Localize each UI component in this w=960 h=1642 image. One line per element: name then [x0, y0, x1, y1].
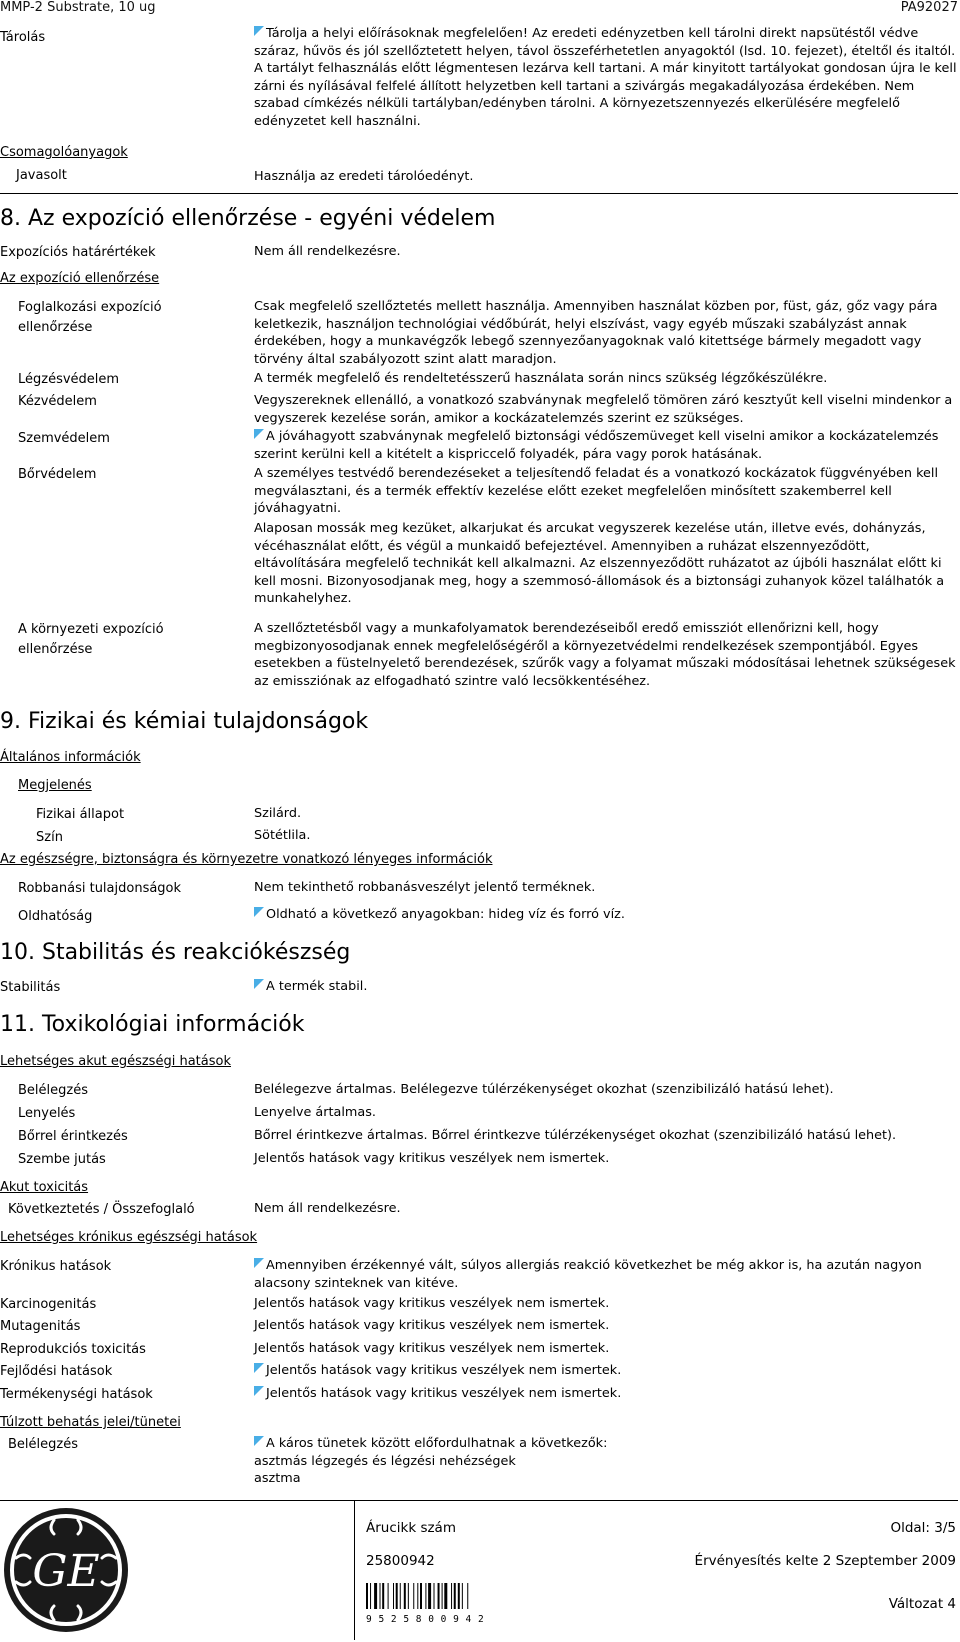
- important-info-label: Az egészségre, biztonságra és környezetre vonatkozó lényeges információk: [0, 852, 493, 867]
- validation-date: Érvényesítés kelte 2 Szeptember 2009: [694, 1553, 956, 1569]
- symptom-line: asztmás légzegés és légzési nehézségek: [254, 1453, 516, 1469]
- barcode-bar: [442, 1583, 443, 1609]
- explosive-label: Robbanási tulajdonságok: [18, 881, 182, 896]
- revision-marker-icon: [254, 1363, 264, 1373]
- hand-label: Kézvédelem: [18, 394, 97, 409]
- color-label: Szín: [36, 830, 63, 845]
- section-10-title: 10. Stabilitás és reakciókészség: [0, 940, 351, 965]
- eye-contact-value: Jelentős hatások vagy kritikus veszélyek nem ismertek.: [254, 1151, 610, 1166]
- conclusion-value: Nem áll rendelkezésre.: [254, 1201, 401, 1216]
- exposure-control-label: Az expozíció ellenőrzése: [0, 271, 160, 286]
- barcode-bar: [454, 1583, 456, 1609]
- appearance-label: Megjelenés: [18, 778, 92, 793]
- revision-marker-icon: [254, 429, 264, 439]
- mutagenicity-value: Jelentős hatások vagy kritikus veszélyek nem ismertek.: [254, 1318, 610, 1333]
- physical-state-label: Fizikai állapot: [36, 807, 125, 822]
- revision-marker-icon: [254, 26, 264, 36]
- env-exposure-label: A környezeti expozíció ellenőrzése: [18, 622, 164, 657]
- stability-label: Stabilitás: [0, 980, 61, 995]
- occupational-text: Csak megfelelő szellőztetés mellett használja. Amennyiben használat közben por, füst, gáz, gőz vagy pára keletkezik, használjon technológiai védőbúrát, helyi elszívást, vagy egyéb műszaki szabályzást annak érdekében, hogy a munkavégzők lebegő szennyezőanyagoknak való kitettsége bármely megadott vagy törvény által szabályozott szint alatt maradjon.: [254, 299, 938, 367]
- item-number-value: 25800942: [366, 1553, 435, 1569]
- eye-label: Szemvédelem: [18, 431, 110, 446]
- skin-contact-label: Bőrrel érintkezés: [18, 1129, 128, 1144]
- barcode-bar: [366, 1583, 368, 1609]
- fertility-label: Termékenységi hatások: [0, 1387, 153, 1402]
- barcode-bar: [451, 1583, 452, 1609]
- solubility-label: Oldhatóság: [18, 909, 93, 924]
- barcode-icon: [366, 1583, 496, 1609]
- barcode-bar: [396, 1583, 398, 1609]
- section-divider: [0, 193, 958, 194]
- barcode-bar: [400, 1583, 401, 1609]
- developmental-value: Jelentős hatások vagy kritikus veszélyek nem ismertek.: [254, 1362, 959, 1380]
- recommended-text: Használja az eredeti tárolóedényt.: [254, 169, 474, 184]
- fertility-value: Jelentős hatások vagy kritikus veszélyek nem ismertek.: [254, 1385, 959, 1403]
- reproductive-value: Jelentős hatások vagy kritikus veszélyek nem ismertek.: [254, 1341, 610, 1356]
- overexposure-inhalation-label: Belélegzés: [8, 1437, 78, 1452]
- storage-label: Tárolás: [0, 30, 46, 45]
- section-9-title: 9. Fizikai és kémiai tulajdonságok: [0, 709, 369, 734]
- stability-value: A termék stabil.: [254, 978, 959, 996]
- carcinogenicity-label: Karcinogenitás: [0, 1297, 97, 1312]
- barcode: [366, 1583, 496, 1625]
- overexposure-symptoms: [254, 1435, 959, 1488]
- chronic-effects-label: Krónikus hatások: [0, 1259, 112, 1274]
- barcode-bar: [420, 1583, 422, 1609]
- svg-text:GE: GE: [32, 1546, 100, 1597]
- section-8-title: 8. Az expozíció ellenőrzése - egyéni védelem: [0, 206, 496, 231]
- skin-text-1: A személyes testvédő berendezéseket a teljesítendő feladat és a vonatkozó kockázatok függvényében kell megválasztani, és a termék effektív kezelése előtt ezeket megfelelően minősített szakemberrel kell jóváhagyatni.: [254, 466, 939, 517]
- revision-marker-icon: [254, 979, 264, 989]
- page-number: Oldal: 3/5: [890, 1520, 956, 1536]
- mutagenicity-label: Mutagenitás: [0, 1319, 81, 1334]
- barcode-bar: [413, 1583, 414, 1609]
- barcode-bar: [444, 1583, 447, 1609]
- chronic-effects-value: Amennyiben érzékennyé vált, súlyos allergiás reakció következhet be még akkor is, ha azután nagyon alacsony szinteknek van kitéve.: [254, 1258, 922, 1291]
- eye-text: A jóváhagyott szabványnak megfelelő biztonsági védőszemüveget kell viselni amikor a kockázatelemzés szerint kerülni kell a kitételt a kispriccelő folyadék, pára vagy porok hatásának.: [254, 429, 939, 462]
- explosive-value: Nem tekinthető robbanásveszélyt jelentő terméknek.: [254, 880, 596, 895]
- carcinogenicity-value: Jelentős hatások vagy kritikus veszélyek nem ismertek.: [254, 1296, 610, 1311]
- document-title: MMP-2 Substrate, 10 ug: [0, 0, 156, 15]
- section-11-title: 11. Toxikológiai információk: [0, 1012, 305, 1037]
- item-number-label: Árucikk szám: [366, 1520, 456, 1536]
- solubility-value: Oldható a következő anyagokban: hideg víz és forró víz.: [254, 906, 959, 924]
- color-value: Sötétlila.: [254, 828, 311, 843]
- barcode-bar: [404, 1583, 406, 1609]
- developmental-label: Fejlődési hatások: [0, 1364, 113, 1379]
- reproductive-label: Reprodukciós toxicitás: [0, 1342, 146, 1357]
- barcode-bar: [374, 1583, 377, 1609]
- skin-text-2: Alaposan mossák meg kezüket, alkarjukat és arcukat vegyszerek kezelése után, illetve evés, dohányzás, vécéhasználat előtt, és végül a munkaidő befejeztével. Amennyiben a ruházat elszennyeződött, eltávolítására megfelelő technikát kell alkalmazni. Az elszennyeződött ruházatot az újbóli használat előtt ki kell mosni. Bizonyosodjanak meg, hogy a szemmosó-állomások és a biztonsági zuhanyok közel találhatók a munkahelyhez.: [254, 521, 945, 607]
- revision-marker-icon: [254, 907, 264, 917]
- respiratory-label: Légzésvédelem: [18, 372, 120, 387]
- ingestion-label: Lenyelés: [18, 1106, 76, 1121]
- barcode-bar: [425, 1583, 426, 1609]
- barcode-bar: [393, 1583, 394, 1609]
- inhalation-label: Belélegzés: [18, 1083, 88, 1098]
- symptom-line: asztma: [254, 1471, 301, 1487]
- barcode-digits: 9 5 2 5 8 0 0 9 4 2: [366, 1614, 485, 1625]
- barcode-bar: [467, 1583, 468, 1609]
- barcode-bar: [434, 1583, 435, 1609]
- barcode-bar: [370, 1583, 371, 1609]
- symptom-line: A káros tünetek között előfordulhatnak a következők:: [254, 1435, 959, 1453]
- env-exposure-text: A szellőztetésből vagy a munkafolyamatok berendezéseiből eredő emissziót ellenőrizni kell, hogy megbizonyosodjanak ennek megfelelőségéről a környezetvédelmi rendelkezések szempontjából. Egyes esetekben a füstelnyelető berendezések, szűrők vagy a folyamat műszaki módosításai lehetnek szükségesek az emissziónak az elfogadható szintre való lecsökkentéséhez.: [254, 621, 956, 689]
- overexposure-label: Túlzott behatás jelei/tünetei: [0, 1415, 181, 1430]
- barcode-bar: [382, 1583, 384, 1609]
- physical-state-value: Szilárd.: [254, 806, 302, 821]
- barcode-bar: [380, 1583, 381, 1609]
- barcode-bar: [428, 1583, 431, 1609]
- ge-logo: [2, 1506, 130, 1634]
- chronic-effects-section-label: Lehetséges krónikus egészségi hatások: [0, 1230, 258, 1245]
- exposure-limits-text: Nem áll rendelkezésre.: [254, 244, 401, 259]
- exposure-limits-label: Expozíciós határértékek: [0, 245, 156, 260]
- version-label: Változat 4: [888, 1596, 956, 1612]
- conclusion-label: Következtetés / Összefoglaló: [8, 1202, 195, 1217]
- eye-contact-label: Szembe jutás: [18, 1152, 106, 1167]
- ingestion-value: Lenyelve ártalmas.: [254, 1105, 376, 1120]
- barcode-bar: [408, 1583, 409, 1609]
- acute-toxicity-label: Akut toxicitás: [0, 1180, 89, 1195]
- barcode-bar: [462, 1583, 463, 1609]
- storage-text: Tárolja a helyi előírásoknak megfelelően! Az eredeti edényzetben kell tárolni direkt napsütéstől védve száraz, hűvös és jól szellőztetett helyen, távol összeférhetetlen anyagoktól (lsd. 10. fejezet), ételtől és italtól. A tartályt felhasználás előtt légmentesen lezárva kell tartani. A már kinyitott tartályokat gondosan újra le kell zárni és nyílásával felfelé állított helyzetben kell tartani a szivárgás megakadályozása érdekében. Nem szabad címkézés nélküli tartályban/edényben tárolni. A környezetszennyezés elkerülésére megfelelő edényzetet kell használni.: [254, 26, 957, 129]
- revision-marker-icon: [254, 1386, 264, 1396]
- barcode-bar: [438, 1583, 440, 1609]
- revision-marker-icon: [254, 1258, 264, 1268]
- skin-label: Bőrvédelem: [18, 467, 97, 482]
- hand-text: Vegyszereknek ellenálló, a vonatkozó szabványnak megfelelő tömören záró kesztyűt kell viselni mindenkor a vegyszerek kezelése során, amikor a kockázatelemzés szerint ez szükséges.: [254, 393, 953, 426]
- footer-divider: [0, 1500, 958, 1501]
- barcode-bar: [458, 1583, 460, 1609]
- occupational-label: Foglalkozási expozíció ellenőrzése: [18, 300, 162, 335]
- barcode-bar: [388, 1583, 389, 1609]
- document-code: PA92027: [900, 0, 958, 15]
- acute-effects-label: Lehetséges akut egészségi hatások: [0, 1054, 231, 1069]
- recommended-label: Javasolt: [16, 168, 67, 183]
- inhalation-value: Belélegezve ártalmas. Belélegezve túlérzékenységet okozhat (szenzibilizáló hatású lehet).: [254, 1082, 834, 1097]
- skin-contact-value: Bőrrel érintkezve ártalmas. Bőrrel érintkezve túlérzékenységet okozhat (szenzibilizáló hatású lehet).: [254, 1128, 897, 1143]
- packaging-label: Csomagolóanyagok: [0, 145, 128, 160]
- revision-marker-icon: [254, 1436, 264, 1446]
- barcode-bar: [417, 1583, 418, 1609]
- ge-logo-icon: [2, 1506, 130, 1634]
- respiratory-text: A termék megfelelő és rendeltetésszerű használata során nincs szükség légzőkészülékre.: [254, 371, 828, 386]
- footer-vertical-divider: [354, 1500, 355, 1640]
- general-info-label: Általános információk: [0, 750, 141, 765]
